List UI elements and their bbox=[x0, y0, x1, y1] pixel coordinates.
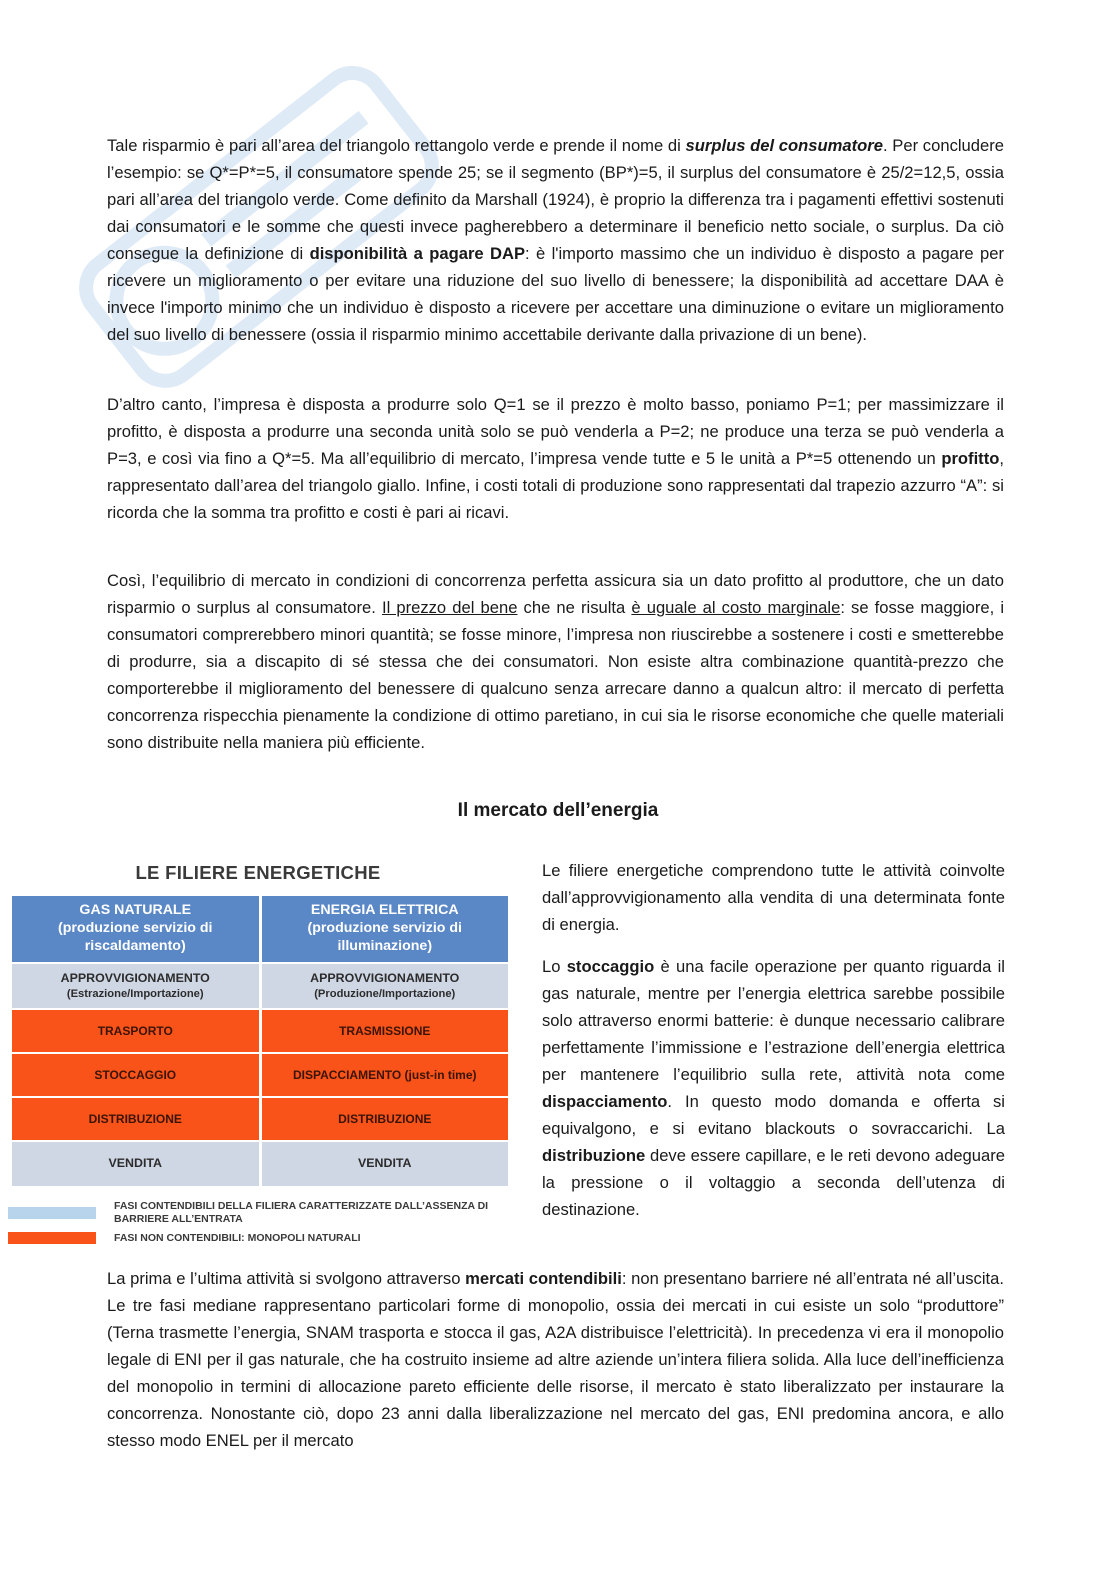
legend-swatch-contestable bbox=[8, 1207, 96, 1219]
electricity-distribution-cell: DISTRIBUZIONE bbox=[262, 1098, 509, 1140]
electricity-sale-cell: VENDITA bbox=[262, 1142, 509, 1186]
energy-chain-table bbox=[12, 896, 508, 1186]
legend-non-contestable: FASI NON CONTENDIBILI: MONOPOLI NATURALI bbox=[8, 1232, 361, 1244]
paragraph-storage-dispatch: Lo stoccaggio è una facile operazione per quanto riguarda il gas naturale, mentre per l’energia elettrica sarebbe possibile solo attraverso enormi batterie: è dunque necessario calibrare perfettamente l’immissione e l’estrazione dell’energia elettrica per mantenere l’equilibrio sulla rete, attività nota come dispacciamento. In questo modo domanda e offerta si equivalgono, e si evitano blackouts o sovraccarichi. La distribuzione deve essere capillare, e le reti devono adeguare la pressione o il voltaggio a seconda dell’utenza di destinazione. bbox=[542, 957, 1005, 1219]
legend-swatch-monopoly bbox=[8, 1232, 96, 1244]
electricity-transmission-cell: TRASMISSIONE bbox=[262, 1010, 509, 1052]
legend-contestable: FASI CONTENDIBILI DELLA FILIERA CARATTERIZZATE DALL’ASSENZA DI BARRIERE ALL’ENTRATA bbox=[8, 1200, 523, 1226]
gas-supply-cell: APPROVVIGIONAMENTO (Estrazione/Importazione) bbox=[12, 964, 259, 1008]
paragraph-consumer-surplus: Tale risparmio è pari all’area del triangolo rettangolo verde e prende il nome di surplus del consumatore. Per concludere l’esempio: se Q*=P*=5, il consumatore spende 25; se il segmento (BP*)=5, il surplus del consumatore è 25/2=12,5, ossia pari all’area del triangolo verde. Come definito da Marshall (1924), è proprio la differenza tra i pagamenti effettivi sostenuti dai consumatori e le somme che questi invece pagherebbero a determinare il beneficio netto sociale, o surplus. Da ciò consegue la definizione di disponibilità a pagare DAP: è l'importo massimo che un individuo è disposto a pagare per ricevere un miglioramento o per evitare una riduzione del suo livello di benessere; la disponibilità ad accettare DAA è invece l'importo minimo che un individuo è disposto a ricevere per accettare una diminuzione o evitare un miglioramento del suo livello di benessere (ossia il risparmio minimo accettabile derivante dalla privazione di un bene). bbox=[107, 136, 1004, 344]
gas-sale-cell: VENDITA bbox=[12, 1142, 259, 1186]
section-title: Il mercato dell’energia bbox=[457, 800, 659, 821]
energy-chain-figure bbox=[8, 860, 523, 1255]
gas-distribution-cell: DISTRIBUZIONE bbox=[12, 1098, 259, 1140]
electricity-supply-cell: APPROVVIGIONAMENTO (Produzione/Importazione) bbox=[262, 964, 509, 1008]
figure-title: LE FILIERE ENERGETICHE bbox=[135, 862, 381, 883]
paragraph-equilibrium: Così, l’equilibrio di mercato in condizioni di concorrenza perfetta assicura sia un dato profitto al produttore, che un dato risparmio o surplus al consumatore. Il prezzo del bene che ne risulta è uguale al costo marginale: se fosse maggiore, i consumatori comprerebbero minori quantità; se fosse minore, l’impresa non riuscirebbe a sostenere i costi e smetterebbe di produrre, sia a discapito di sé stessa che dei consumatori. Non esiste altra combinazione quantità-prezzo che comporterebbe il miglioramento del benessere di qualcuno senza arrecare danno a qualcun altro: il mercato di perfetta concorrenza rispecchia pienamente la condizione di ottimo paretiano, in cui sia le risorse economiche che quelle materiali sono distribuite nella maniera più efficiente. bbox=[107, 571, 1005, 752]
electricity-dispatch-cell: DISPACCIAMENTO (just-in time) bbox=[262, 1054, 509, 1096]
paragraph-producer-profit: D’altro canto, l’impresa è disposta a produrre solo Q=1 se il prezzo è molto basso, poniamo P=1; per massimizzare il profitto, è disposta a produrre una seconda unità solo se può venderla a P=2; ne produce una terza se può venderla a P=3, e così via fino a Q*=5. Ma all’equilibrio di mercato, l’impresa vende tutte e 5 le unità a P*=5 ottenendo un profitto, rappresentato dall’area del triangolo giallo. Infine, i costi totali di produzione sono rappresentati dal trapezio azzurro “A”: si ricorda che la somma tra profitto e costi è pari ai ricavi. bbox=[107, 395, 1004, 522]
paragraph-energy-chains: Le filiere energetiche comprendono tutte le attività coinvolte dall’approvvigionamento alla vendita di una determinata fonte di energia. bbox=[542, 861, 1005, 934]
electricity-header: ENERGIA ELETTRICA (produzione servizio di illuminazione) bbox=[262, 896, 509, 962]
gas-storage-cell: STOCCAGGIO bbox=[12, 1054, 259, 1096]
gas-transport-cell: TRASPORTO bbox=[12, 1010, 259, 1052]
paragraph-contestable-markets: La prima e l’ultima attività si svolgono attraverso mercati contendibili: non presentano barriere né all’entrata né all’uscita. Le tre fasi mediane rappresentano particolari forme di monopolio, ossia dei mercati in cui esiste un solo “produttore” (Terna trasmette l’energia, SNAM trasporta e stocca il gas, A2A distribuisce l’elettricità). In precedenza vi era il monopolio legale di ENI per il gas naturale, che ha costruito insieme ad altre aziende un’intera filiera solida. Alla luce dell’inefficienza del monopolio in termini di allocazione pareto efficiente delle risorse, il mercato è stato liberalizzato per instaurare la concorrenza. Nonostante ciò, dopo 23 anni dalla liberalizzazione nel mercato del gas, ENI predomina ancora, e allo stesso modo ENEL per il mercato bbox=[107, 1269, 1004, 1450]
gas-header: GAS NATURALE (produzione servizio di riscaldamento) bbox=[12, 896, 259, 962]
